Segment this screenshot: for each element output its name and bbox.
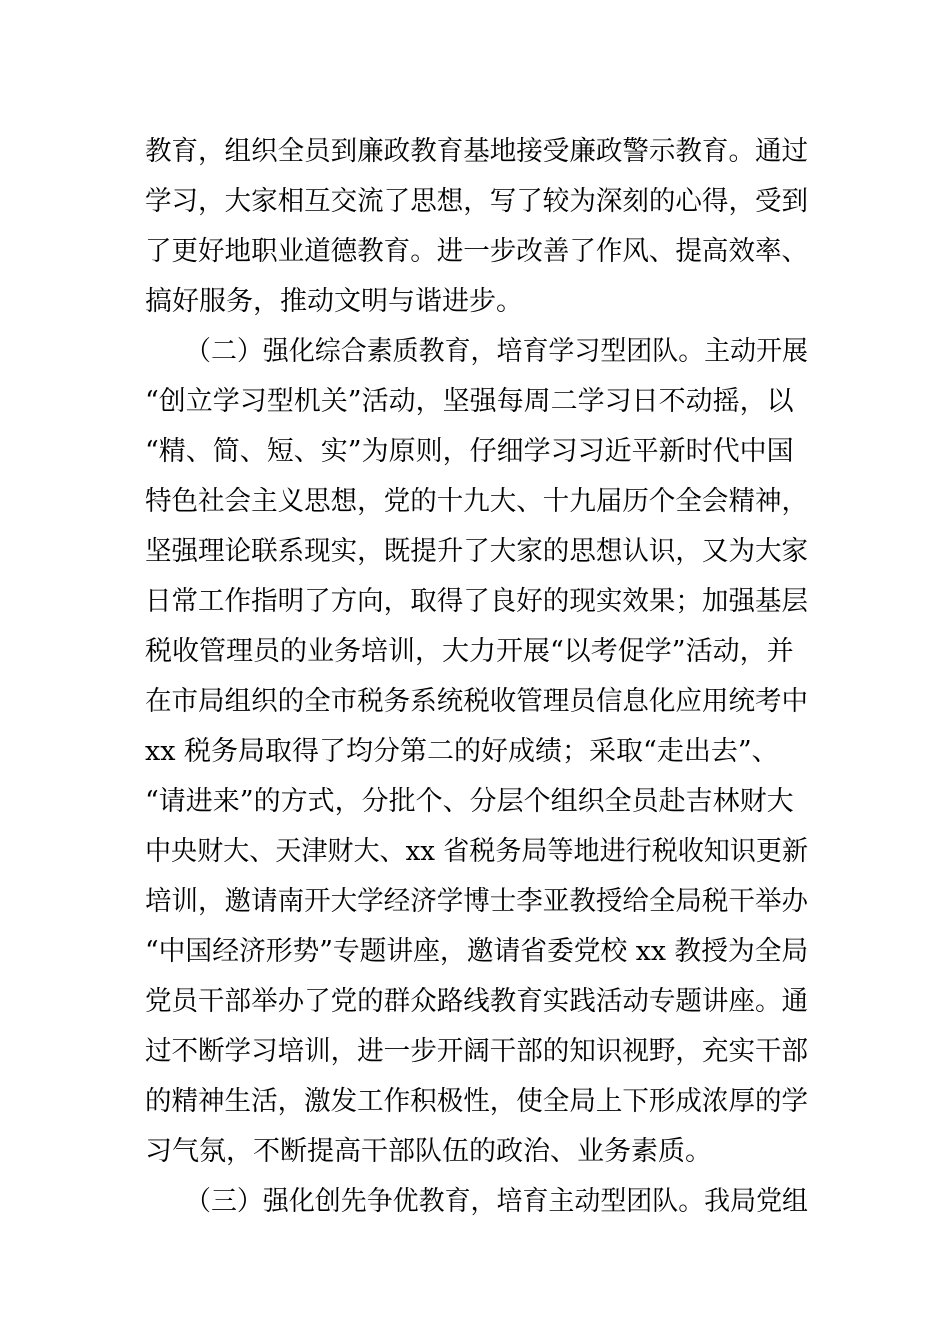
text-line: 党员干部举办了党的群众路线教育实践活动专题讲座。通: [145, 986, 808, 1017]
text-line: 税收管理员的业务培训，大力开展“以考促学”活动，并: [145, 636, 794, 667]
text-line: “创立学习型机关”活动，坚强每周二学习日不动摇，以: [145, 386, 794, 417]
text-line: 学习，大家相互交流了思想，写了较为深刻的心得，受到: [145, 186, 808, 217]
text-line: 搞好服务，推动文明与谐进步。: [145, 286, 523, 317]
paragraph-heading-line: （二）强化综合素质教育，培育学习型团队。主动开展: [185, 336, 808, 367]
text-line: 特色社会主义思想，党的十九大、十九届历个全会精神，: [145, 486, 808, 517]
text-line: xx 税务局取得了均分第二的好成绩；采取“走出去”、: [145, 736, 779, 767]
text-line: 了更好地职业道德教育。进一步改善了作风、提高效率、: [145, 236, 808, 267]
text-line: 过不断学习培训，进一步开阔干部的知识视野，充实干部: [145, 1036, 808, 1067]
text-line: 培训，邀请南开大学经济学博士李亚教授给全局税干举办: [145, 886, 808, 917]
text-line: 坚强理论联系现实，既提升了大家的思想认识，又为大家: [145, 536, 808, 567]
text-line: 教育，组织全员到廉政教育基地接受廉政警示教育。通过: [145, 136, 808, 167]
text-line: “精、简、短、实”为原则，仔细学习习近平新时代中国: [145, 436, 794, 467]
text-line: 在市局组织的全市税务系统税收管理员信息化应用统考中: [145, 686, 808, 717]
text-line: 习气氛，不断提高干部队伍的政治、业务素质。: [145, 1136, 712, 1167]
text-line: 日常工作指明了方向，取得了良好的现实效果；加强基层: [145, 586, 808, 617]
paragraph-heading-line: （三）强化创先争优教育，培育主动型团队。我局党组: [185, 1186, 808, 1217]
text-line: 中央财大、天津财大、xx 省税务局等地进行税收知识更新: [145, 836, 809, 867]
text-line: “请进来”的方式，分批个、分层个组织全员赴吉林财大: [145, 786, 794, 817]
text-line: 的精神生活，激发工作积极性，使全局上下形成浓厚的学: [145, 1086, 808, 1117]
text-line: “中国经济形势”专题讲座，邀请省委党校 xx 教授为全局: [145, 936, 809, 967]
